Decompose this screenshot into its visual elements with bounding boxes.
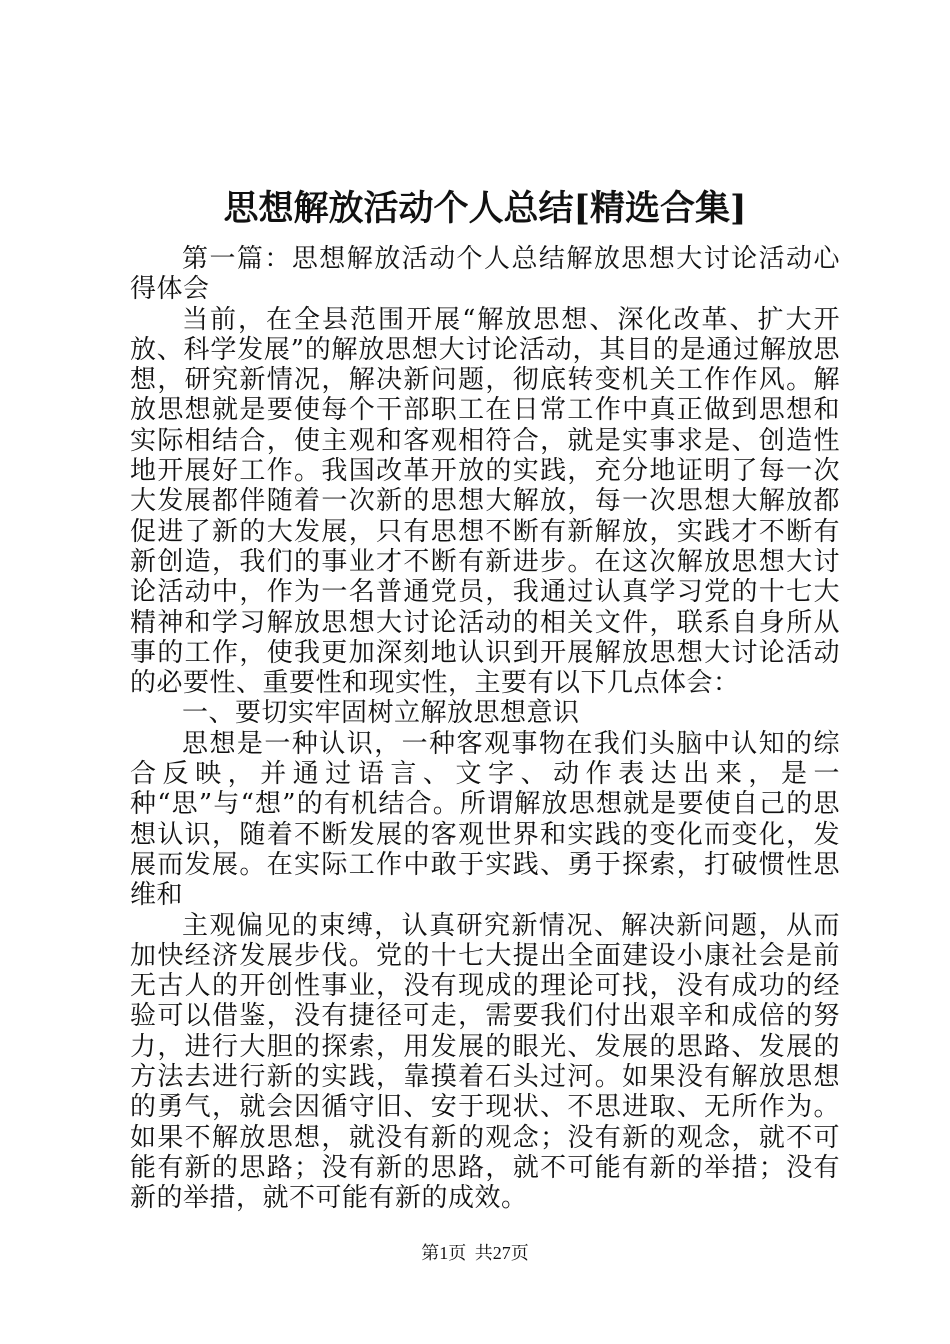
document-title: 思想解放活动个人总结[精选合集] <box>223 188 747 229</box>
section-heading: 第一篇：思想解放活动个人总结解放思想大讨论活动心得体会 <box>130 244 840 305</box>
page-number: 第1页 <box>421 1243 467 1263</box>
page-total: 共27页 <box>474 1243 529 1263</box>
body-paragraph: 主观偏见的束缚，认真研究新情况、解决新问题，从而加快经济发展步伐。党的十七大提出全面建设小康社会是前无古人的开创性事业，没有现成的理论可找，没有成功的经验可以借鉴，没有捷径可走，需要我们付出艰辛和成倍的努力，进行大胆的探索，用发展的眼光、发展的思路、发展的方法去进行新的实践，靠摸着石头过河。如果没有解放思想的勇气，就会因循守旧、安于现状、不思进取、无所作为。如果不解放思想，就没有新的观念；没有新的观念，就不可能有新的思路；没有新的思路，就不可能有新的举措；没有新的举措，就不可能有新的成效。 <box>130 910 840 1214</box>
document-page <box>130 180 840 1214</box>
subsection-heading: 一、要切实牢固树立解放思想意识 <box>182 698 580 729</box>
body-paragraph: 当前，在全县范围开展“解放思想、深化改革、扩大开放、科学发展”的解放思想大讨论活动，其目的是通过解放思想，研究新情况，解决新问题，彻底转变机关工作作风。解放思想就是要使每个干部职工在日常工作中真正做到思想和实际相结合，使主观和客观相符合，就是实事求是、创造性地开展好工作。我国改革开放的实践，充分地证明了每一次大发展都伴随着一次新的思想大解放，每一次思想大解放都促进了新的大发展，只有思想不断有新解放，实践才不断有新创造，我们的事业才不断有新进步。在这次解放思想大讨论活动中，作为一名普通党员，我通过认真学习党的十七大精神和学习解放思想大讨论活动的相关文件，联系自身所从事的工作，使我更加深刻地认识到开展解放思想大讨论活动的必要性、重要性和现实性，主要有以下几点体会： <box>130 304 840 699</box>
body-paragraph: 思想是一种认识，一种客观事物在我们头脑中认知的综合反映，并通过语言、文字、动作表达出来，是一种“思”与“想”的有机结合。所谓解放思想就是要使自己的思想认识，随着不断发展的客观世界和实践的变化而变化，发展而发展。在实际工作中敢于实践、勇于探索，打破惯性思维和 <box>130 728 840 911</box>
page-footer <box>0 1241 950 1265</box>
